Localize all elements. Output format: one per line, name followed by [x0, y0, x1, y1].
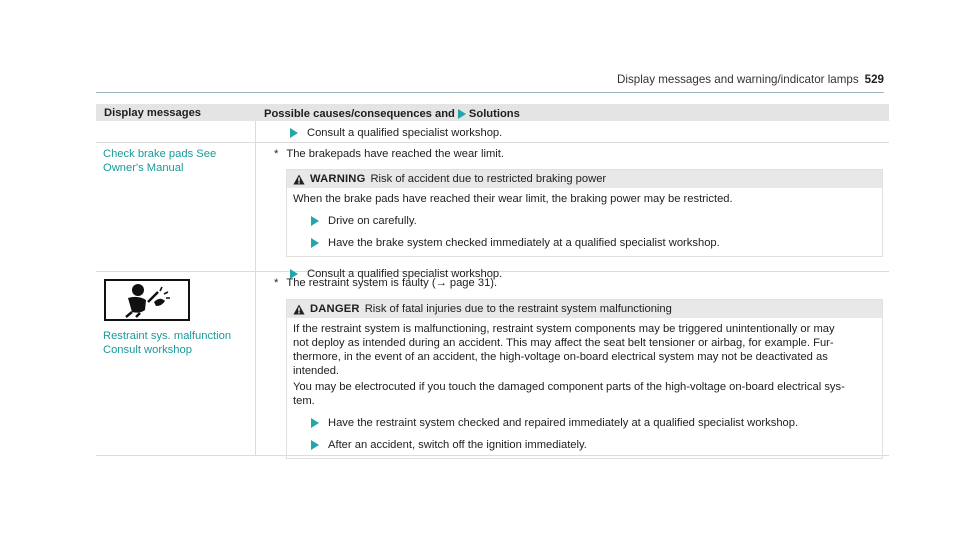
- row-solution-cell: [256, 121, 889, 142]
- arrow-right-icon: [290, 128, 298, 138]
- danger-text-line: tem.: [293, 395, 315, 407]
- warning-text: When the brake pads have reached their wear limit, the braking power may be restricted.: [293, 193, 733, 205]
- step-text: Have the brake system checked immediately at a qualified specialist workshop.: [328, 237, 720, 249]
- arrow-right-icon: [311, 238, 319, 248]
- table-header: [96, 104, 889, 121]
- danger-paragraph: [293, 322, 876, 378]
- step-text: Have the restraint system checked and repaired immediately at a qualified specialist workshop.: [328, 417, 799, 429]
- arrow-right-icon: [458, 109, 466, 119]
- danger-step: [293, 438, 876, 452]
- warning-step: [293, 236, 876, 250]
- arrow-right-icon: [311, 418, 319, 428]
- page-number: 529: [864, 73, 884, 86]
- header-solutions-label: Solutions: [468, 107, 520, 120]
- step-text: Consult a qualified specialist workshop.: [307, 268, 503, 280]
- header-causes-label: Possible causes/consequences and: [264, 107, 455, 120]
- step-text: After an accident, switch off the ignition immediately.: [328, 439, 587, 451]
- warning-label: WARNING: [310, 173, 366, 185]
- warning-box: [286, 169, 883, 257]
- danger-text-line: If the restraint system is malfunctioning, restraint system components may be triggered unintentionally or may: [293, 323, 835, 335]
- asterisk: *: [274, 148, 279, 160]
- airbag-warning-icon: [104, 279, 190, 321]
- warning-header: [287, 170, 882, 188]
- display-message-line: Owner's Manual: [103, 162, 184, 174]
- danger-title: Risk of fatal injuries due to the restraint system malfunctioning: [364, 303, 672, 315]
- header-display-messages: Display messages: [104, 107, 202, 119]
- warning-triangle-icon: [293, 174, 305, 185]
- row-message-cell: [96, 121, 256, 142]
- step-text: Drive on carefully.: [328, 215, 417, 227]
- warning-step: [293, 214, 876, 228]
- asterisk: *: [274, 277, 279, 289]
- row-solution-cell: [256, 143, 889, 280]
- arrow-right-icon: [311, 216, 319, 226]
- danger-text-line: not deploy as intended during an accident. This may affect the seat belt tensioner or airbag, for example. Fur-: [293, 337, 834, 349]
- header-causes-solutions: [256, 104, 889, 121]
- display-message-line: Check brake pads See: [103, 148, 217, 160]
- cause-line: [266, 276, 889, 290]
- cause-text: The brakepads have reached the wear limit.: [286, 148, 505, 160]
- display-message-line: Restraint sys. malfunction: [103, 330, 232, 342]
- running-head-title: Display messages and warning/indicator lamps: [617, 73, 859, 86]
- danger-text-line: thermore, in the event of an accident, the high-voltage on-board electrical system may not be deactivated as: [293, 351, 828, 363]
- warning-title: Risk of accident due to restricted braking power: [370, 173, 607, 185]
- warning-body: [287, 188, 882, 256]
- seated-person-airbag-icon: [118, 282, 176, 318]
- arrow-right-icon: [311, 440, 319, 450]
- danger-body: [287, 318, 882, 458]
- cause-text: The restraint system is faulty (→ page 31).: [286, 277, 498, 289]
- display-messages-table: [96, 104, 889, 456]
- danger-paragraph: [293, 380, 876, 408]
- row-solution-cell: [256, 272, 889, 455]
- danger-text-line: You may be electrocuted if you touch the damaged component parts of the high-voltage on-board electrical sys-: [293, 381, 845, 393]
- table-row: [96, 143, 889, 280]
- cause-line: [266, 147, 889, 161]
- danger-text-line: intended.: [293, 365, 340, 377]
- row-message-cell: [96, 272, 256, 455]
- row-message-cell: [96, 143, 256, 271]
- danger-label: DANGER: [310, 303, 360, 315]
- header-rule: [96, 92, 884, 93]
- solution-step: [266, 126, 889, 140]
- step-text: Consult a qualified specialist workshop.: [307, 127, 503, 139]
- warning-triangle-icon: [293, 304, 305, 315]
- table-row: [96, 121, 889, 143]
- running-head: [617, 73, 884, 87]
- danger-box: [286, 299, 883, 459]
- table-row: [96, 272, 889, 456]
- danger-step: [293, 416, 876, 430]
- display-message-line: Consult workshop: [103, 344, 192, 356]
- danger-header: [287, 300, 882, 318]
